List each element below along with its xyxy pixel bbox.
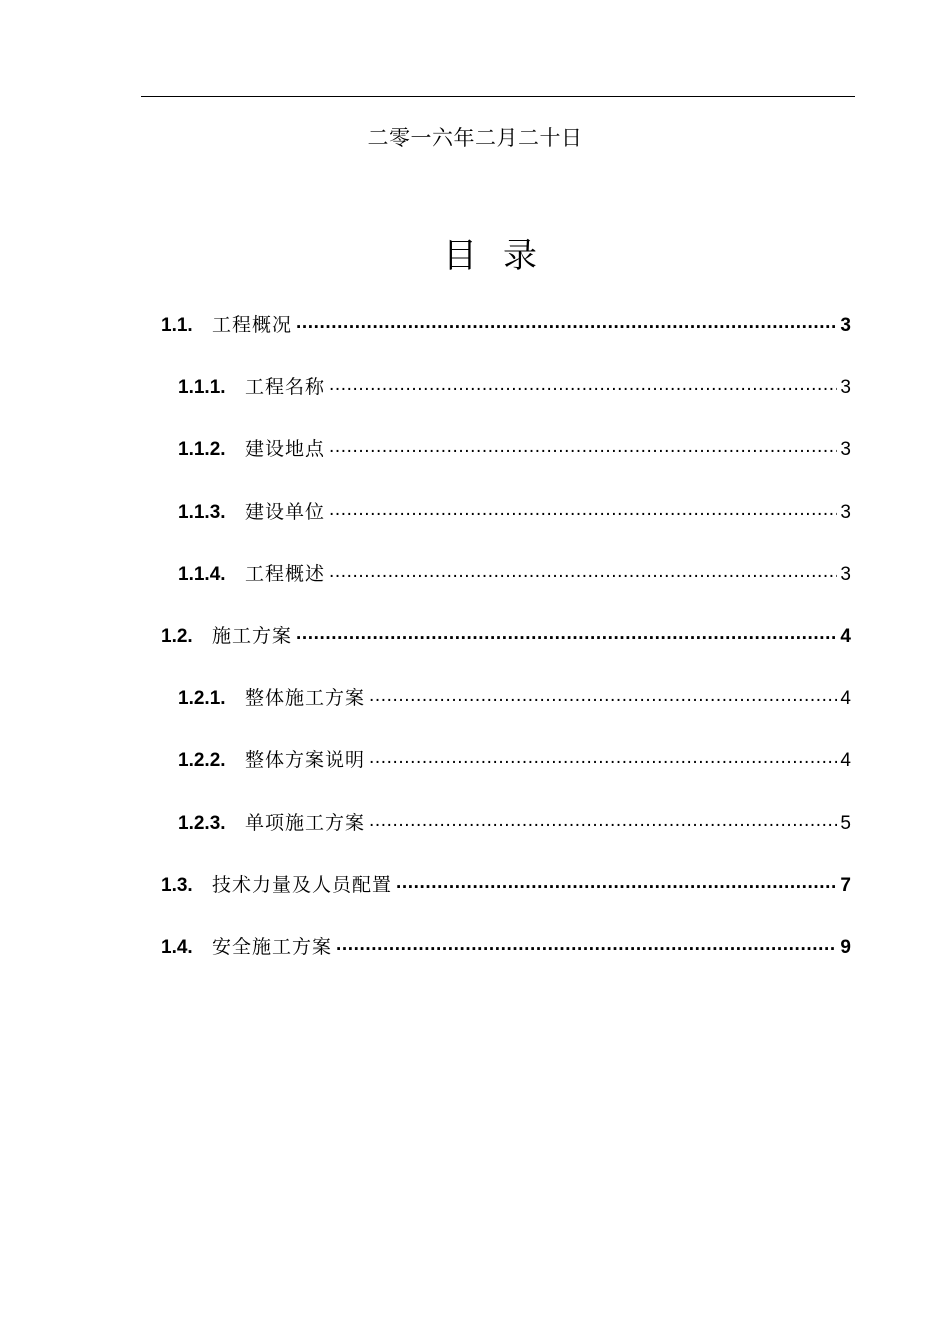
toc-entry-title: 建设单位 <box>245 501 326 523</box>
toc-entry-title: 施工方案 <box>212 625 293 647</box>
toc-entry-1-1-2[interactable] <box>178 434 851 462</box>
toc-title: 目录 <box>443 236 563 276</box>
toc-entry-number: 1.2.1. <box>178 688 226 709</box>
toc-entry-page: 3 <box>840 377 851 398</box>
toc-dot-leader <box>396 872 837 891</box>
toc-entry-title: 技术力量及人员配置 <box>212 874 393 896</box>
toc-entry-number: 1.4. <box>161 937 193 958</box>
toc-dot-leader <box>296 623 837 642</box>
toc-entry-title: 整体施工方案 <box>245 687 366 709</box>
toc-entry-number: 1.2. <box>161 626 193 647</box>
toc-entry-1-3[interactable] <box>161 870 851 898</box>
toc-entry-title: 整体方案说明 <box>245 749 366 771</box>
toc-entry-title: 工程名称 <box>245 376 326 398</box>
toc-entry-number: 1.1. <box>161 315 193 336</box>
toc-entry-1-2[interactable] <box>161 621 851 649</box>
toc-entry-1-2-3[interactable] <box>178 808 851 836</box>
toc-dot-leader <box>329 374 837 393</box>
toc-entry-number: 1.1.2. <box>178 439 226 460</box>
toc-entry-page: 4 <box>840 626 851 647</box>
toc-dot-leader <box>369 810 837 829</box>
toc-entry-number: 1.1.4. <box>178 564 226 585</box>
toc-entry-number: 1.3. <box>161 875 193 896</box>
toc-dot-leader <box>369 685 837 704</box>
toc-entry-number: 1.1.3. <box>178 502 226 523</box>
toc-dot-leader <box>369 747 837 766</box>
document-date: 二零一六年二月二十日 <box>367 126 583 150</box>
toc-entry-page: 9 <box>840 937 851 958</box>
toc-dot-leader <box>336 934 837 953</box>
toc-entry-page: 3 <box>840 564 851 585</box>
toc-entry-1-1-4[interactable] <box>178 559 851 587</box>
toc-entry-title: 工程概述 <box>245 563 326 585</box>
toc-entry-number: 1.2.2. <box>178 750 226 771</box>
toc-entry-title: 单项施工方案 <box>245 812 366 834</box>
toc-entry-1-2-1[interactable] <box>178 683 851 711</box>
toc-entry-page: 3 <box>840 315 851 336</box>
toc-entry-1-1-1[interactable] <box>178 372 851 400</box>
toc-entry-1-4[interactable] <box>161 932 851 960</box>
toc-dot-leader <box>329 436 837 455</box>
toc-dot-leader <box>329 561 837 580</box>
toc-entry-number: 1.2.3. <box>178 813 226 834</box>
toc-entry-number: 1.1.1. <box>178 377 226 398</box>
toc-entry-page: 4 <box>840 750 851 771</box>
toc-entry-title: 安全施工方案 <box>212 936 333 958</box>
toc-entry-page: 4 <box>840 688 851 709</box>
toc-entry-page: 3 <box>840 502 851 523</box>
toc-dot-leader <box>329 499 837 518</box>
toc-entry-page: 3 <box>840 439 851 460</box>
toc-entry-page: 5 <box>840 813 851 834</box>
toc-entry-title: 工程概况 <box>212 314 293 336</box>
toc-entry-1-1-3[interactable] <box>178 497 851 525</box>
toc-entry-page: 7 <box>840 875 851 896</box>
toc-dot-leader <box>296 312 837 331</box>
toc-entry-1-1[interactable] <box>161 310 851 338</box>
toc-entry-title: 建设地点 <box>245 438 326 460</box>
toc-entry-1-2-2[interactable] <box>178 745 851 773</box>
